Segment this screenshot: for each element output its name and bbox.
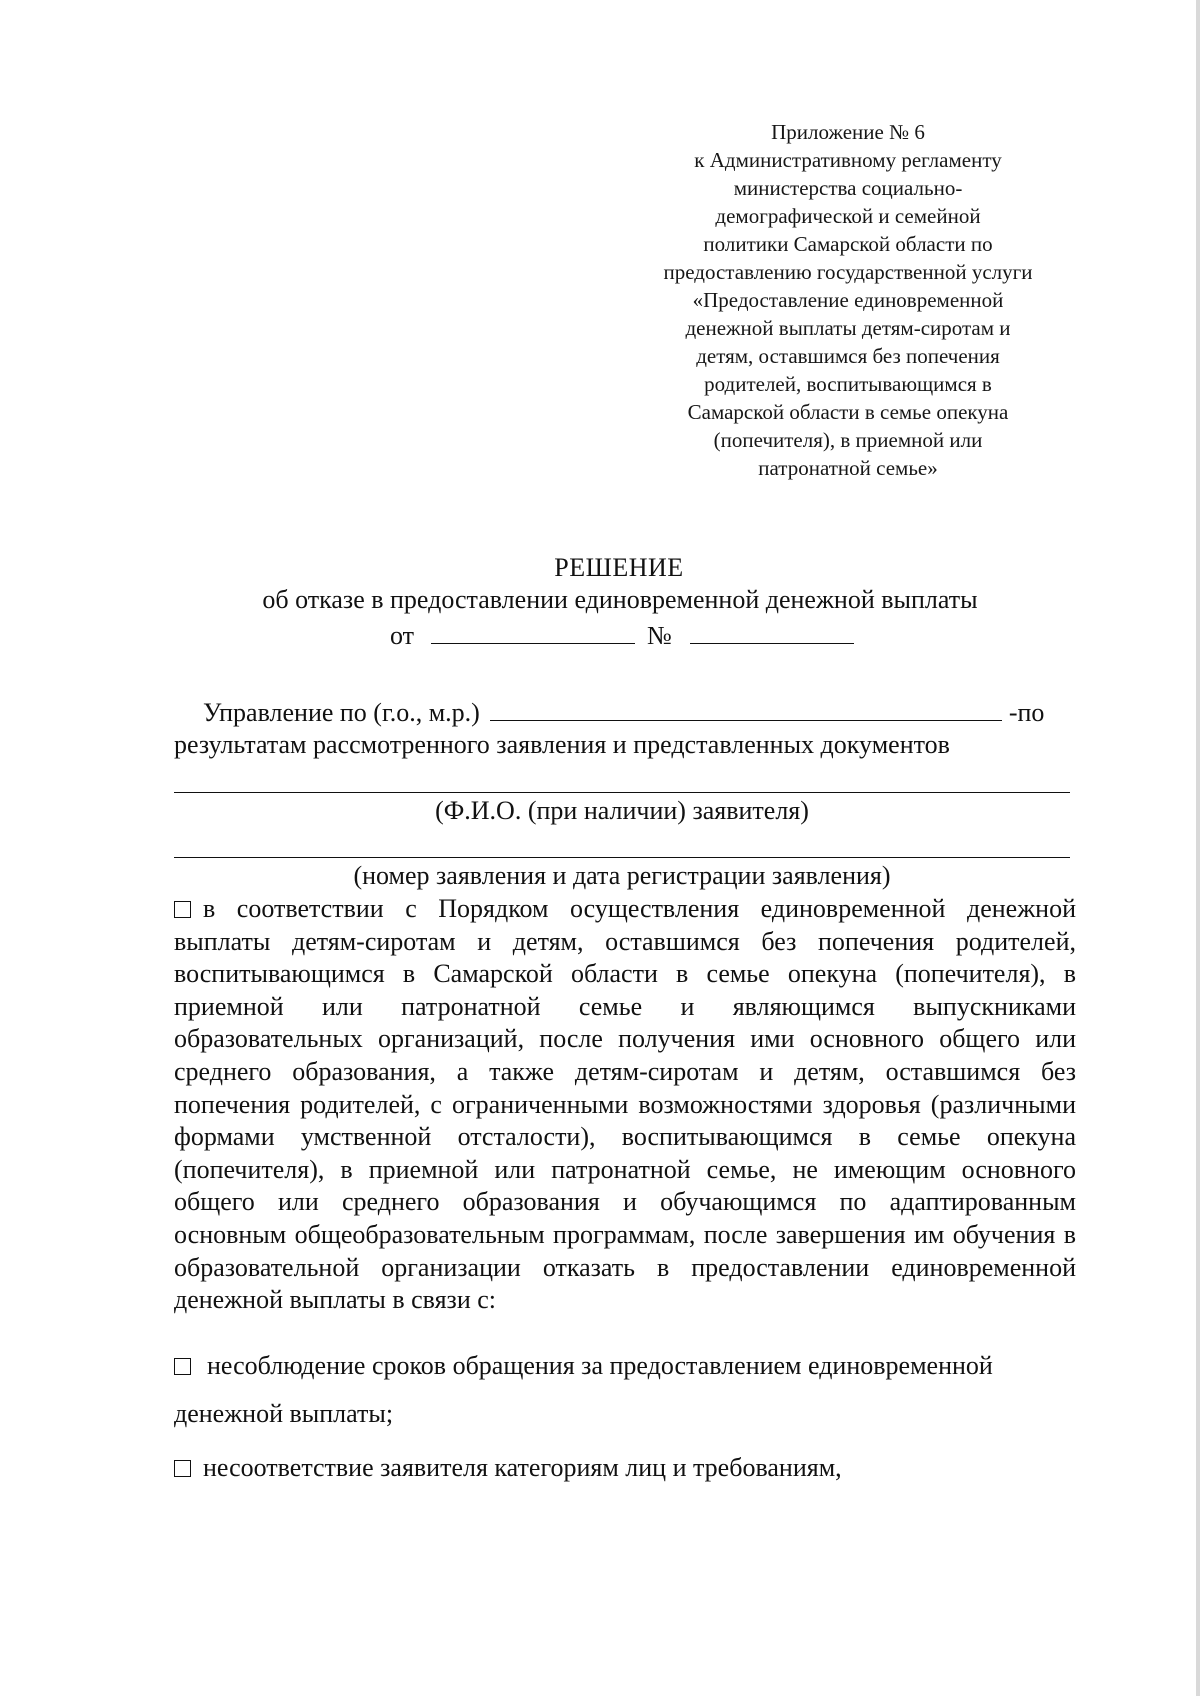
main-paragraph-text: в соответствии с Порядком осуществления единовременной денежной выплаты детям-сиротам и детям, оставшимся без попечения родителей, воспитывающимся в Самарской области в семье опекуна (попечителя), в приемной или патронатной семье и являющимся выпускниками образовательных организаций, после получения ими основного общего или среднего образования, а также детям-сиротам и детям, оставшимся без попечения родителей, с ограниченными возможностями здоровья (различными формами умственной отсталости), воспитывающимся в семье опекуна (попечителя), в приемной или патронатной семье, не имеющим основного общего или среднего образования и обучающимся по адаптированным основным общеобразовательным программам, после завершения им обучения в образовательной организации отказать в предоставлении единовременной денежной выплаты в связи с: [174,894,1076,1315]
department-label: Управление по (г.о., м.р.) [203,698,480,727]
applicant-caption: (Ф.И.О. (при наличии) заявителя) [435,796,809,825]
reason-checkbox[interactable] [174,1460,191,1477]
date-number-row [390,620,854,652]
appendix-line: детям, оставшимся без попечения [696,344,1000,368]
appendix-line: предоставлению государственной услуги [663,260,1033,284]
appendix-line: Самарской области в семье опекуна [687,400,1009,424]
appendix-line: политики Самарской области по [703,232,993,256]
date-blank-line[interactable] [431,621,635,644]
reason-checkbox[interactable] [174,1358,191,1375]
appendix-line: демографической и семейной [715,204,981,228]
appendix-line: (попечителя), в приемной или [713,428,983,452]
appendix-line: денежной выплаты детям-сиротам и [685,316,1011,340]
number-label: № [647,621,672,650]
reason-item-continuation: денежной выплаты; [174,1399,394,1428]
application-caption: (номер заявления и дата регистрации заявления) [353,861,891,890]
number-blank-line[interactable] [690,621,854,644]
department-blank-line[interactable] [490,698,1002,721]
appendix-line: патронатной семье» [758,456,938,480]
appendix-line: Приложение № 6 [771,120,925,144]
appendix-line: к Административному регламенту [694,148,1002,172]
reason-text: несоответствие заявителя категориям лиц и требованиям, [203,1453,842,1482]
reason-item [174,1350,1076,1382]
appendix-line: «Предоставление единовременной [692,288,1004,312]
appendix-line: родителей, воспитывающимся в [704,372,992,396]
reason-item [174,1452,1076,1484]
document-title: РЕШЕНИЕ [554,553,684,582]
appendix-header [628,118,1068,482]
department-continuation: результатам рассмотренного заявления и представленных документов [174,730,950,759]
application-blank-line[interactable] [174,857,1070,858]
applicant-blank-line[interactable] [174,792,1070,793]
main-checkbox[interactable] [174,901,191,918]
appendix-line: министерства социально- [733,176,963,200]
department-row [203,697,1044,729]
main-paragraph [174,893,1076,1317]
reason-text: несоблюдение сроков обращения за предоставлением единовременной [207,1351,993,1380]
department-suffix: -по [1008,698,1045,727]
from-label: от [390,621,415,650]
document-subtitle: об отказе в предоставлении единовременной денежной выплаты [262,585,978,614]
page-edge [1196,0,1200,1696]
